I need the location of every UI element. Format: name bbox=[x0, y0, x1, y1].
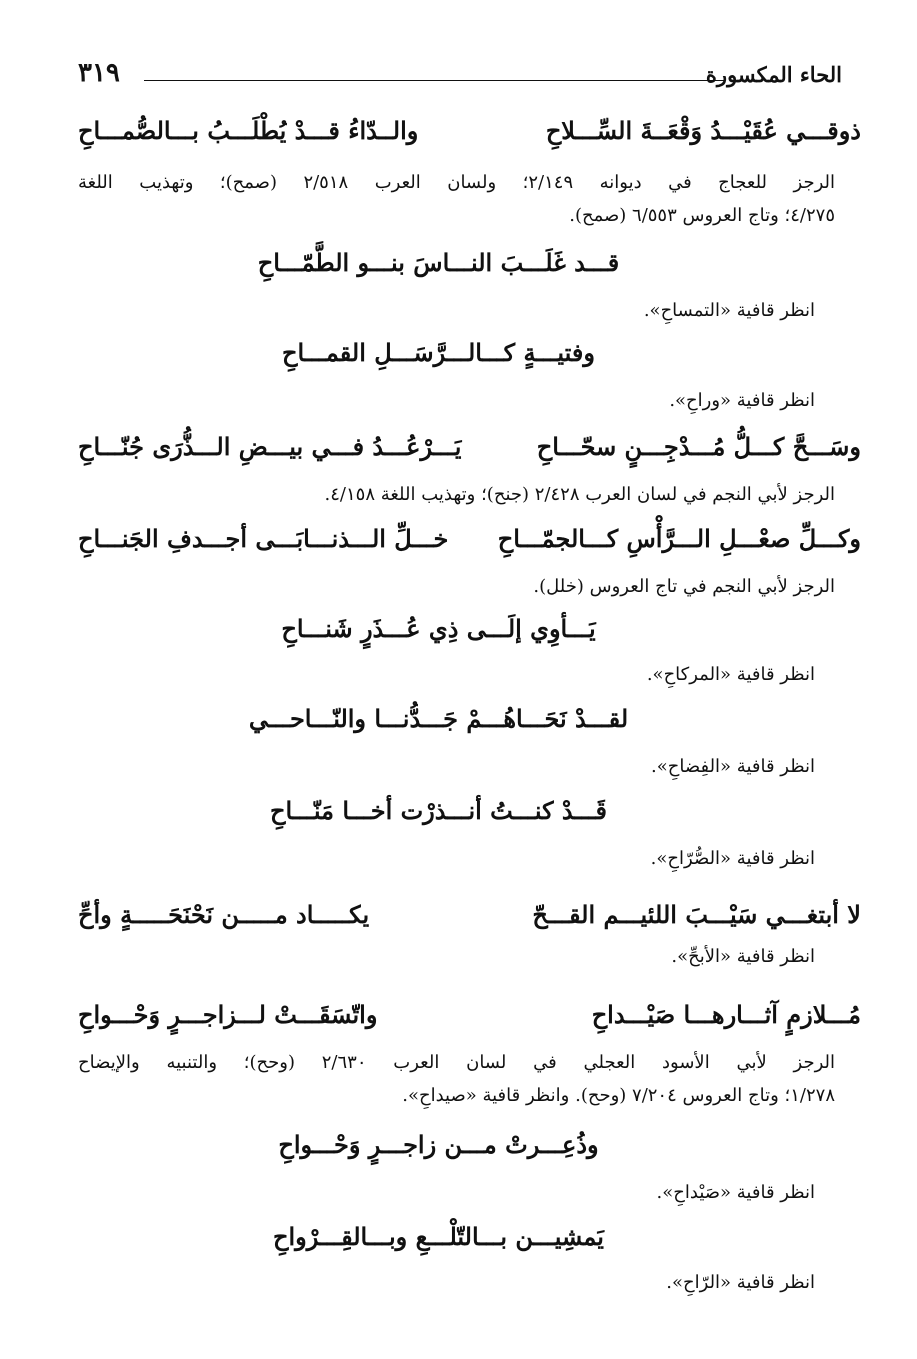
footnote-paragraph bbox=[78, 166, 835, 232]
running-header bbox=[78, 58, 842, 94]
verse-hemistich-first: لا أبتغـــي سَيْـــبَ اللئيـــم القـــحّ bbox=[532, 900, 861, 929]
footnote-line: الرجز لأبي النجم في تاج العروس (خلل). bbox=[533, 576, 835, 597]
footnote-line: ١/٢٧٨؛ وتاج العروس ٧/٢٠٤ (وحح). وانظر قافية «صيداحِ». bbox=[402, 1085, 835, 1106]
verse-line-single bbox=[0, 796, 917, 825]
verse-text: لقـــدْ نَحَـــاهُـــمْ جَـــدُّنـــا والنّـــاحـــي bbox=[248, 704, 629, 733]
verse-text: قَـــدْ كنـــتُ أنـــذرْت أخـــا مَنّـــاحِ bbox=[269, 796, 608, 825]
cross-reference: انظر قافية «التمساحِ». bbox=[643, 300, 815, 321]
cross-reference: انظر قافية «الأبحِّ». bbox=[671, 946, 815, 967]
verse-text: يَمشِيـــن بـــالتّلْـــعِ وبـــالقِـــرْواحِ bbox=[273, 1222, 604, 1251]
verse-line bbox=[78, 896, 861, 940]
cross-reference: انظر قافية «الفِضاحِ». bbox=[651, 756, 815, 777]
verse-hemistich-first: وسَـــحَّ كـــلُّ مُـــدْجِـــنٍ سحّـــاحِ bbox=[536, 432, 861, 461]
header-rule bbox=[144, 80, 724, 81]
verse-line-single bbox=[0, 248, 917, 277]
verse-text: وفتيـــةٍ كـــالـــرَّسَـــلِ القمـــاحِ bbox=[282, 338, 595, 367]
verse-text: وذُعِـــرتْ مـــن زاجـــرٍ وَحْـــواحِ bbox=[278, 1130, 599, 1159]
footnote-line: الرجز لأبي الأسود العجلي في لسان العرب ٢/٦٣٠ (وحح)؛ والتنبيه والإيضاح bbox=[78, 1052, 835, 1073]
verse-hemistich-second: واتّسَقَـــتْ لـــزاجـــرٍ وَحْـــواحِ bbox=[78, 1000, 378, 1029]
verse-line-single bbox=[0, 1222, 917, 1251]
verse-hemistich-second: يكـــــاد مـــــن نَحْنَحَـــــةٍ وأحِّ bbox=[78, 900, 370, 929]
verse-hemistich-first: ذوقـــي عُقَيْـــدُ وَقْعَــةَ السِّـــلاحِ bbox=[545, 116, 861, 145]
page-number: ٣١٩ bbox=[78, 58, 120, 88]
verse-hemistich-second: والــدّاءُ قـــدْ يُطْلَـــبُ بـــالصُّمـــاحِ bbox=[78, 116, 419, 145]
footnote-paragraph bbox=[78, 1046, 835, 1112]
cross-reference: انظر قافية «المركاحِ». bbox=[646, 664, 815, 685]
verse-line bbox=[78, 520, 861, 564]
verse-hemistich-second: خـــلِّ الـــذنـــابَـــى أجـــدفِ الجَنـــاحِ bbox=[78, 524, 449, 553]
verse-line-single bbox=[0, 614, 917, 643]
verse-line-single bbox=[0, 704, 917, 733]
footnote-line: ٤/٢٧٥؛ وتاج العروس ٦/٥٥٣ (صمح). bbox=[569, 205, 835, 226]
footnote-paragraph bbox=[78, 570, 835, 603]
chapter-title: الحاء المكسورة bbox=[705, 62, 842, 87]
verse-line bbox=[78, 996, 861, 1040]
cross-reference: انظر قافية «صَيْداحِ». bbox=[656, 1182, 815, 1203]
verse-text: يَـــأوِي إلَـــى ذِي عُـــذَرٍ شَنـــاحِ bbox=[281, 614, 596, 643]
verse-hemistich-second: يَـــرْعُـــدُ فـــي بيـــضِ الـــذُّرَى جُنّـــاحِ bbox=[78, 432, 462, 461]
cross-reference: انظر قافية «الصُّرّاحِ». bbox=[650, 848, 815, 869]
verse-hemistich-first: وكـــلِّ صعْـــلِ الـــرَّأْسِ كـــالجمّـــاحِ bbox=[497, 524, 861, 553]
verse-line-single bbox=[0, 338, 917, 367]
verse-line bbox=[78, 428, 861, 472]
footnote-line: الرجز لأبي النجم في لسان العرب ٢/٤٢٨ (جنح)؛ وتهذيب اللغة ٤/١٥٨. bbox=[324, 484, 835, 505]
footnote-paragraph bbox=[78, 478, 835, 511]
cross-reference: انظر قافية «الرّاحِ». bbox=[666, 1272, 815, 1293]
verse-line bbox=[78, 112, 861, 156]
footnote-line: الرجز للعجاج في ديوانه ٢/١٤٩؛ ولسان العرب ٢/٥١٨ (صمح)؛ وتهذيب اللغة bbox=[78, 172, 835, 193]
verse-line-single bbox=[0, 1130, 917, 1159]
cross-reference: انظر قافية «وراحِ». bbox=[669, 390, 815, 411]
verse-text: قـــد غَلَـــبَ النـــاسَ بنـــو الطَّمّـــاحِ bbox=[257, 248, 620, 277]
verse-hemistich-first: مُـــلازمٍ آثـــارهـــا صَيْـــداحِ bbox=[591, 1000, 861, 1029]
